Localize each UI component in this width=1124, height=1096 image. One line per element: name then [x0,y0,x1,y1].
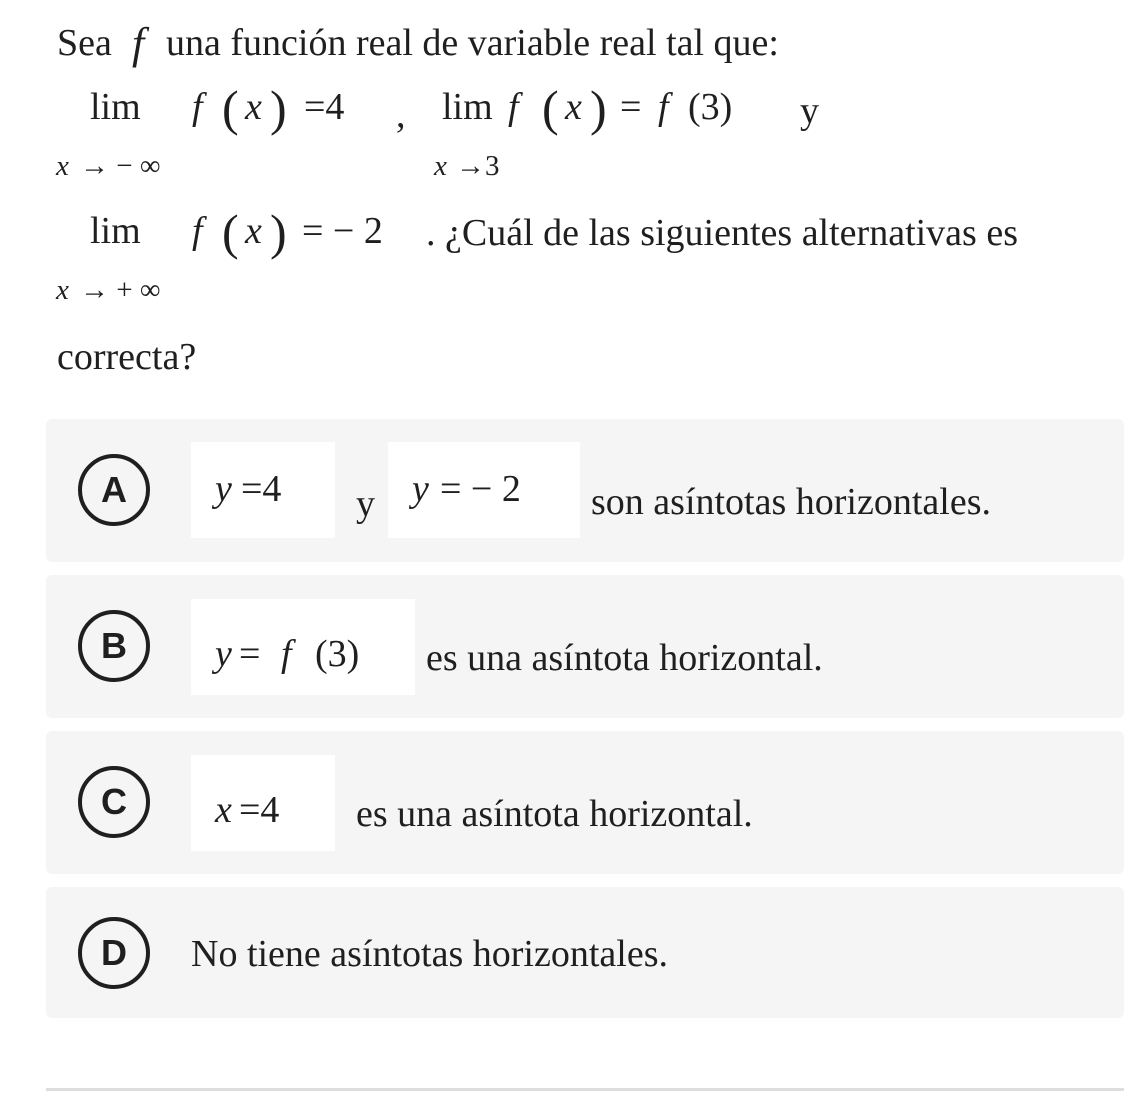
divider [46,1088,1124,1091]
lim-value: =4 [304,86,345,128]
option-text: es una asíntota horizontal. [356,793,753,835]
math-box [191,599,415,695]
intro-text-before: Sea [57,22,112,64]
option-conjunction: y [356,483,375,525]
math-box [388,442,580,538]
lim-rhs-function: f [658,86,669,128]
math-expression: =4 [239,789,280,831]
option-c[interactable] [46,731,1124,874]
math-variable: y [215,633,232,675]
lim-function: f [192,210,203,252]
lim-left-paren: ( [542,80,559,136]
lim-left-paren: ( [222,80,239,136]
option-d[interactable] [46,887,1124,1018]
lim-right-paren: ) [270,204,287,260]
lim-subscript: → − ∞ [80,150,161,182]
lim-subscript-var: x [56,150,69,182]
lim-value: = − 2 [302,210,383,252]
option-text: son asíntotas horizontales. [591,481,991,523]
lim-subscript: →3 [456,150,500,182]
option-a[interactable] [46,419,1124,562]
conjunction-y: y [800,90,819,132]
math-equals: = [239,633,261,675]
math-box [191,755,335,851]
lim-function: f [508,86,519,128]
lim-function: f [192,86,203,128]
option-letter-c: C [78,766,150,838]
lim-variable: x [245,210,262,252]
lim-left-paren: ( [222,204,239,260]
lim-subscript-var: x [434,150,447,182]
lim-right-paren: ) [270,80,287,136]
math-function: f [281,633,292,675]
option-letter-d: D [78,917,150,989]
math-variable: x [215,789,232,831]
math-variable: y [215,468,232,510]
lim-equals: = [620,86,642,128]
lim-label: lim [90,210,141,252]
question-tail: . ¿Cuál de las siguientes alternativas es [426,212,1018,254]
lim-variable: x [245,86,262,128]
option-text: es una asíntota horizontal. [426,637,823,679]
intro-text-after: una función real de variable real tal que: [166,22,779,64]
option-letter-a: A [78,454,150,526]
lim-right-paren: ) [590,80,607,136]
math-expression: =4 [241,468,282,510]
option-b[interactable] [46,575,1124,718]
lim-subscript: → + ∞ [80,274,161,306]
lim-label: lim [90,86,141,128]
option-letter-b: B [78,610,150,682]
lim-variable: x [565,86,582,128]
lim-subscript-var: x [56,274,69,306]
lim-rhs-argument: (3) [688,86,733,128]
lim-label: lim [442,86,493,128]
math-variable: y [412,468,429,510]
math-expression: = − 2 [440,468,521,510]
question-tail-2: correcta? [57,336,197,378]
separator-comma: , [396,94,406,136]
intro-function-symbol: f [132,19,145,68]
math-box [191,442,335,538]
option-text: No tiene asíntotas horizontales. [191,933,668,975]
math-argument: (3) [315,633,360,675]
